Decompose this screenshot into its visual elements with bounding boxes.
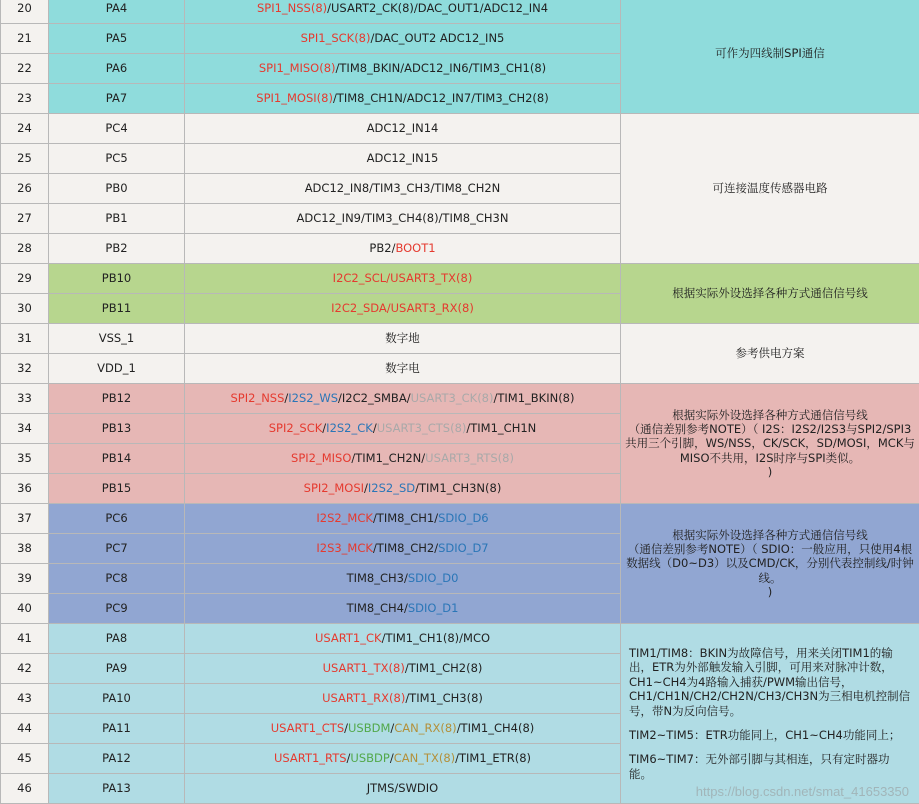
function-segment: /: [390, 721, 394, 735]
table-row: [1, 0, 919, 24]
pin-name-cell: PC4: [49, 114, 185, 144]
function-segment: /TIM1_BKIN(8): [493, 391, 574, 405]
function-segment: /TIM1_CH2(8): [405, 661, 483, 675]
pin-number-cell: 26: [1, 174, 49, 204]
pin-name-cell: PB12: [49, 384, 185, 414]
pin-name-cell: PB2: [49, 234, 185, 264]
function-segment: SPI2_MISO: [291, 451, 351, 465]
pin-name-cell: PC7: [49, 534, 185, 564]
function-segment: TIM8_CH4/: [347, 601, 408, 615]
function-segment: BOOT1: [395, 241, 435, 255]
pin-number-cell: 21: [1, 24, 49, 54]
function-segment: SPI1_SCK(8): [301, 31, 371, 45]
function-segment: ADC12_IN14: [367, 121, 439, 135]
pin-number-cell: 42: [1, 654, 49, 684]
function-segment: ADC12_IN9/TIM3_CH4(8)/TIM8_CH3N: [297, 211, 509, 225]
pin-function-cell: [185, 414, 621, 444]
pin-function-cell: [185, 384, 621, 414]
pin-name-cell: VSS_1: [49, 324, 185, 354]
pin-number-cell: 27: [1, 204, 49, 234]
pin-name-cell: PB1: [49, 204, 185, 234]
note-line: ): [625, 465, 915, 479]
pin-function-cell: [185, 624, 621, 654]
pin-number-cell: 23: [1, 84, 49, 114]
function-segment: TIM8_CH3/: [347, 571, 408, 585]
function-segment: SDIO_D0: [408, 571, 459, 585]
function-segment: USART1_TX(8): [323, 661, 405, 675]
pin-name-cell: PA5: [49, 24, 185, 54]
pin-number-cell: 25: [1, 144, 49, 174]
function-segment: I2S2_MCK: [316, 511, 373, 525]
pin-number-cell: 37: [1, 504, 49, 534]
pin-number-cell: 28: [1, 234, 49, 264]
function-segment: /TIM1_CH1N: [466, 421, 536, 435]
table-row: [1, 264, 919, 294]
function-segment: USART1_CTS: [271, 721, 344, 735]
function-segment: /USART2_CK(8)/DAC_OUT1/ADC12_IN4: [327, 1, 548, 15]
watermark: https://blog.csdn.net/smat_41653350: [696, 784, 909, 799]
function-segment: /: [347, 751, 351, 765]
function-segment: USART3_RTS(8): [425, 451, 514, 465]
function-segment: /: [284, 391, 288, 405]
function-segment: I2C2_SDA/USART3_RX(8): [331, 301, 474, 315]
function-segment: SPI2_SCK: [269, 421, 323, 435]
pin-number-cell: 40: [1, 594, 49, 624]
note-line: [629, 718, 911, 728]
pin-function-cell: [185, 774, 621, 804]
group-note-cell: [621, 264, 919, 324]
note-line: TIM2~TIM5：ETR功能同上，CH1~CH4功能同上；: [629, 728, 911, 742]
function-segment: SDIO_D1: [408, 601, 459, 615]
pin-name-cell: PC6: [49, 504, 185, 534]
group-note-cell: [621, 324, 919, 384]
function-segment: CAN_TX(8): [394, 751, 455, 765]
function-segment: SPI1_NSS(8): [257, 1, 327, 15]
pin-name-cell: PB10: [49, 264, 185, 294]
pin-function-cell: [185, 264, 621, 294]
pin-function-cell: [185, 114, 621, 144]
group-note-cell: [621, 114, 919, 264]
function-segment: USART1_RX(8): [322, 691, 405, 705]
group-note-cell: [621, 0, 919, 114]
pin-number-cell: 22: [1, 54, 49, 84]
note-line: 可作为四线制SPI通信: [625, 46, 915, 60]
function-segment: ADC12_IN15: [367, 151, 439, 165]
pin-name-cell: VDD_1: [49, 354, 185, 384]
function-segment: SPI1_MISO(8): [259, 61, 336, 75]
pin-number-cell: 38: [1, 534, 49, 564]
pin-function-cell: [185, 654, 621, 684]
note-line: 参考供电方案: [625, 346, 915, 360]
function-segment: /TIM1_CH4(8): [457, 721, 535, 735]
pin-function-cell: [185, 54, 621, 84]
pin-name-cell: PA9: [49, 654, 185, 684]
pin-name-cell: PA4: [49, 0, 185, 24]
group-note-cell: [621, 624, 919, 804]
pin-function-cell: [185, 684, 621, 714]
table-body: [1, 0, 919, 804]
function-segment: USART3_CTS(8): [377, 421, 467, 435]
table-row: [1, 624, 919, 654]
pin-function-cell: [185, 84, 621, 114]
function-segment: I2C2_SCL/USART3_TX(8): [333, 271, 473, 285]
function-segment: /: [344, 721, 348, 735]
function-segment: USART1_CK: [315, 631, 382, 645]
note-line: [629, 742, 911, 752]
function-segment: SPI2_NSS: [231, 391, 285, 405]
pin-function-cell: [185, 564, 621, 594]
function-segment: /TIM8_BKIN/ADC12_IN6/TIM3_CH1(8): [336, 61, 547, 75]
pin-function-cell: [185, 204, 621, 234]
pin-number-cell: 33: [1, 384, 49, 414]
table-row: [1, 114, 919, 144]
function-segment: /: [390, 751, 394, 765]
function-segment: CAN_RX(8): [394, 721, 456, 735]
pin-number-cell: 43: [1, 684, 49, 714]
pin-number-cell: 24: [1, 114, 49, 144]
pin-name-cell: PC5: [49, 144, 185, 174]
note-line: 根据实际外设选择各种方式通信信号线: [625, 528, 915, 542]
pin-name-cell: PB13: [49, 414, 185, 444]
table-row: [1, 384, 919, 414]
function-segment: /I2C2_SMBA/: [338, 391, 411, 405]
pin-function-cell: [185, 324, 621, 354]
pin-function-cell: [185, 444, 621, 474]
function-segment: /TIM1_CH2N/: [351, 451, 425, 465]
pin-function-cell: [185, 144, 621, 174]
pin-number-cell: 30: [1, 294, 49, 324]
function-segment: ADC12_IN8/TIM3_CH3/TIM8_CH2N: [305, 181, 501, 195]
group-note-cell: [621, 504, 919, 624]
function-segment: /TIM1_CH1(8)/MCO: [382, 631, 490, 645]
function-segment: USART1_RTS: [274, 751, 347, 765]
pin-number-cell: 34: [1, 414, 49, 444]
function-segment: SDIO_D6: [438, 511, 489, 525]
pin-function-cell: [185, 504, 621, 534]
pin-number-cell: 41: [1, 624, 49, 654]
pin-name-cell: PB15: [49, 474, 185, 504]
note-line: 根据实际外设选择各种方式通信信号线: [625, 286, 915, 300]
function-segment: SPI1_MOSI(8): [256, 91, 333, 105]
function-segment: I2S2_CK: [326, 421, 373, 435]
pin-function-cell: [185, 24, 621, 54]
pin-function-cell: [185, 234, 621, 264]
pin-name-cell: PB0: [49, 174, 185, 204]
pin-number-cell: 39: [1, 564, 49, 594]
function-segment: /TIM8_CH1/: [373, 511, 438, 525]
function-segment: /DAC_OUT2 ADC12_IN5: [370, 31, 504, 45]
pin-function-cell: [185, 744, 621, 774]
pin-name-cell: PA7: [49, 84, 185, 114]
function-segment: SDIO_D7: [438, 541, 489, 555]
pin-number-cell: 29: [1, 264, 49, 294]
pin-name-cell: PC8: [49, 564, 185, 594]
pin-name-cell: PA10: [49, 684, 185, 714]
pin-number-cell: 20: [1, 0, 49, 24]
function-segment: /TIM1_ETR(8): [455, 751, 531, 765]
pin-number-cell: 31: [1, 324, 49, 354]
pin-name-cell: PA12: [49, 744, 185, 774]
pin-function-cell: [185, 0, 621, 24]
function-segment: I2S2_SD: [368, 481, 415, 495]
note-line: 根据实际外设选择各种方式通信信号线: [625, 408, 915, 422]
function-segment: I2S3_MCK: [316, 541, 373, 555]
pin-name-cell: PB11: [49, 294, 185, 324]
function-segment: /: [322, 421, 326, 435]
pin-function-cell: [185, 474, 621, 504]
pin-name-cell: PA6: [49, 54, 185, 84]
pin-name-cell: PA11: [49, 714, 185, 744]
pin-name-cell: PA8: [49, 624, 185, 654]
pin-function-cell: [185, 534, 621, 564]
pin-function-cell: [185, 174, 621, 204]
note-line: 可连接温度传感器电路: [625, 181, 915, 195]
table-row: [1, 504, 919, 534]
note-line: （通信差别参考NOTE）（ I2S：I2S2/I2S3与SPI2/SPI3共用三个引脚，WS/NSS，CK/SCK，SD/MOSI，MCK与MISO不共用，I2S时序与SPI类似。: [625, 422, 915, 465]
note-line: ): [625, 585, 915, 599]
pin-function-cell: [185, 714, 621, 744]
function-segment: /TIM1_CH3(8): [405, 691, 483, 705]
function-segment: USBDM: [348, 721, 390, 735]
function-segment: PB2/: [369, 241, 395, 255]
pin-number-cell: 44: [1, 714, 49, 744]
pin-name-cell: PC9: [49, 594, 185, 624]
pin-name-cell: PB14: [49, 444, 185, 474]
pin-number-cell: 36: [1, 474, 49, 504]
function-segment: /TIM1_CH3N(8): [415, 481, 501, 495]
function-segment: I2S2_WS: [288, 391, 338, 405]
function-segment: /TIM8_CH2/: [373, 541, 438, 555]
note-line: TIM6~TIM7：无外部引脚与其相连，只有定时器功能。: [629, 752, 911, 781]
table-row: [1, 324, 919, 354]
function-segment: USBDP: [350, 751, 389, 765]
pin-function-cell: [185, 354, 621, 384]
note-line: （通信差别参考NOTE）（ SDIO：一般应用，只使用4根数据线（D0~D3）以及CMD/CK，分别代表控制线/时钟线。: [625, 542, 915, 585]
group-note-cell: [621, 384, 919, 504]
function-segment: /: [364, 481, 368, 495]
function-segment: USART3_CK(8): [411, 391, 494, 405]
pin-number-cell: 45: [1, 744, 49, 774]
function-segment: SPI2_MOSI: [304, 481, 364, 495]
note-line: TIM1/TIM8：BKIN为故障信号，用来关闭TIM1的输出，ETR为外部触发输入引脚，可用来对脉冲计数，CH1~CH4为4路输入捕获/PWM输出信号，CH1/CH1N/CH2/CH2N/CH3/CH3N为三相电机控制信号，带N为反向信号。: [629, 646, 911, 718]
function-segment: /: [373, 421, 377, 435]
function-segment: 数字地: [385, 331, 420, 345]
pin-number-cell: 35: [1, 444, 49, 474]
pin-number-cell: 32: [1, 354, 49, 384]
pin-function-cell: [185, 294, 621, 324]
pin-function-cell: [185, 594, 621, 624]
pin-name-cell: PA13: [49, 774, 185, 804]
pin-number-cell: 46: [1, 774, 49, 804]
function-segment: /TIM8_CH1N/ADC12_IN7/TIM3_CH2(8): [333, 91, 549, 105]
function-segment: JTMS/SWDIO: [367, 781, 438, 795]
function-segment: 数字电: [385, 361, 420, 375]
